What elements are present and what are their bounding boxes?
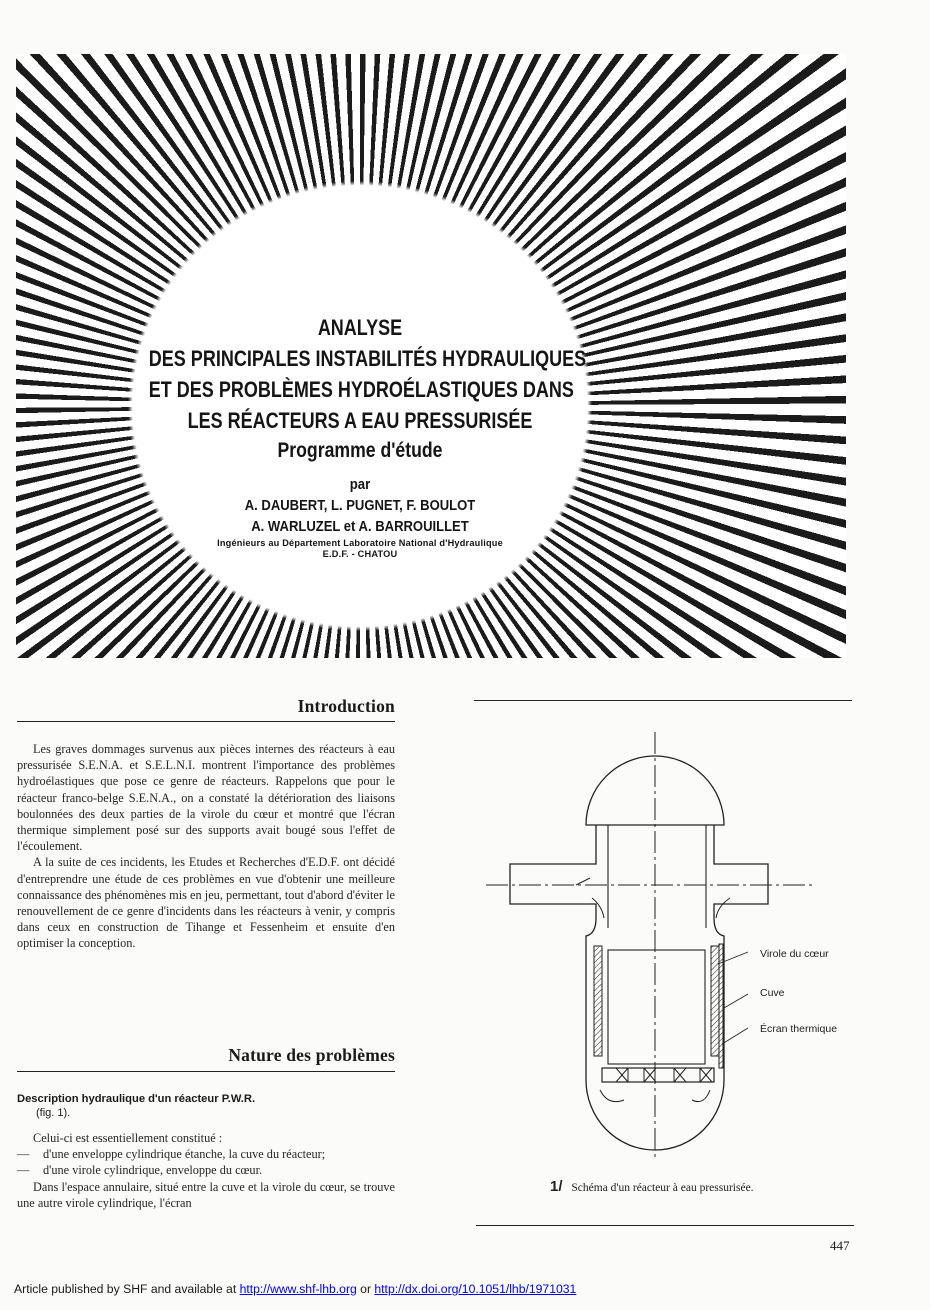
reactor-diagram: [478, 728, 858, 1168]
list-item-text-2: d'une virole cylindrique, enveloppe du cœur.: [43, 1163, 263, 1178]
nature-heading: Nature des problèmes: [228, 1045, 395, 1065]
subtitle: Programme d'étude: [277, 439, 443, 462]
list-item: [17, 1162, 395, 1178]
authors-line-1: A. DAUBERT, L. PUGNET, F. BOULOT: [244, 498, 476, 514]
page-number: 447: [830, 1238, 850, 1253]
introduction-rule: [17, 721, 395, 722]
core-barrel-right: [711, 946, 719, 1056]
footer: [14, 1282, 576, 1296]
title-line-3: ET DES PROBLÈMES HYDROÉLASTIQUES DANS: [148, 377, 574, 402]
title-line-1: ANALYSE: [317, 315, 403, 340]
figure-bottom-rule: [476, 1225, 854, 1226]
header-banner: [16, 54, 846, 658]
footer-middle: or: [356, 1282, 375, 1296]
label-cuve: Cuve: [760, 987, 785, 999]
core-block: [608, 950, 705, 1064]
list-dash: —: [17, 1163, 30, 1178]
nature-rule: [17, 1071, 395, 1072]
figure-top-rule: [474, 700, 852, 701]
introduction-body: [17, 741, 395, 952]
nature-intro: Celui-ci est essentiellement constitué :: [33, 1131, 223, 1145]
figure-caption: [550, 1178, 754, 1195]
figure-caption-text: Schéma d'un réacteur à eau pressurisée.: [571, 1182, 754, 1194]
authors-line-2: A. WARLUZEL et A. BARROUILLET: [251, 519, 469, 535]
by-label: par: [349, 476, 371, 493]
nature-subheading: Description hydraulique d'un réacteur P.W.R.: [17, 1093, 256, 1105]
list-item: [17, 1146, 395, 1162]
label-virole: Virole du cœur: [760, 948, 829, 960]
footer-link-shf[interactable]: http://www.shf-lhb.org: [239, 1282, 357, 1296]
title-line-4: LES RÉACTEURS A EAU PRESSURISÉE: [187, 408, 533, 433]
title-line-2: DES PRINCIPALES INSTABILITÉS HYDRAULIQUES: [148, 346, 587, 371]
introduction-heading: Introduction: [297, 696, 395, 716]
footer-link-doi[interactable]: http://dx.doi.org/10.1051/lhb/1971031: [374, 1282, 577, 1296]
nature-last-paragraph: Dans l'espace annulaire, situé entre la cuve et la virole du cœur, se trouve une autre virole cylindrique, l'écran: [17, 1179, 395, 1210]
list-item-text-1: d'une enveloppe cylindrique étanche, la cuve du réacteur;: [43, 1147, 326, 1162]
figure-reference: (fig. 1).: [36, 1107, 71, 1119]
vessel-shell: [510, 825, 768, 1150]
figure-number: 1/: [550, 1178, 563, 1195]
affiliation-line-2: E.D.F. - CHATOU: [322, 549, 398, 559]
introduction-paragraph-1: Les graves dommages survenus aux pièces internes des réacteurs à eau pressurisée S.E.N.A. et S.E.L.N.I. montrent l'importance des problèmes hydroélastiques que pose ce genre de réacteurs. Rappelons que pour le réacteur franco-belge S.E.N.A., on a constaté la détérioration des liaisons boulonnées des deux parties de la virole du cœur et montré que l'écran thermique simplement posé sur des supports avait bougé sous l'effet de l'écoulement.: [17, 742, 395, 854]
title-block: [96, 312, 624, 560]
core-barrel-left: [594, 946, 602, 1056]
affiliation-line-1: Ingénieurs au Département Laboratoire National d'Hydraulique: [217, 538, 503, 548]
introduction-paragraph-2: A la suite de ces incidents, les Etudes et Recherches d'E.D.F. ont décidé d'entreprendre une étude de ces problèmes en vue d'obtenir une meilleure connaissance des phénomènes mis en jeu, permettant, tout d'abord d'éviter le renouvellement de ce genre d'incidents dans les réacteurs à venir, y compris dans ceux en construction de Tihange et Fessenheim et ensuite d'en optimiser la conception.: [17, 855, 395, 951]
list-dash: —: [17, 1147, 30, 1162]
footer-prefix: Article published by SHF and available at: [14, 1282, 240, 1296]
label-ecran: Écran thermique: [760, 1023, 838, 1035]
nature-body: [17, 1130, 395, 1211]
lower-support-plate: [602, 1068, 714, 1082]
